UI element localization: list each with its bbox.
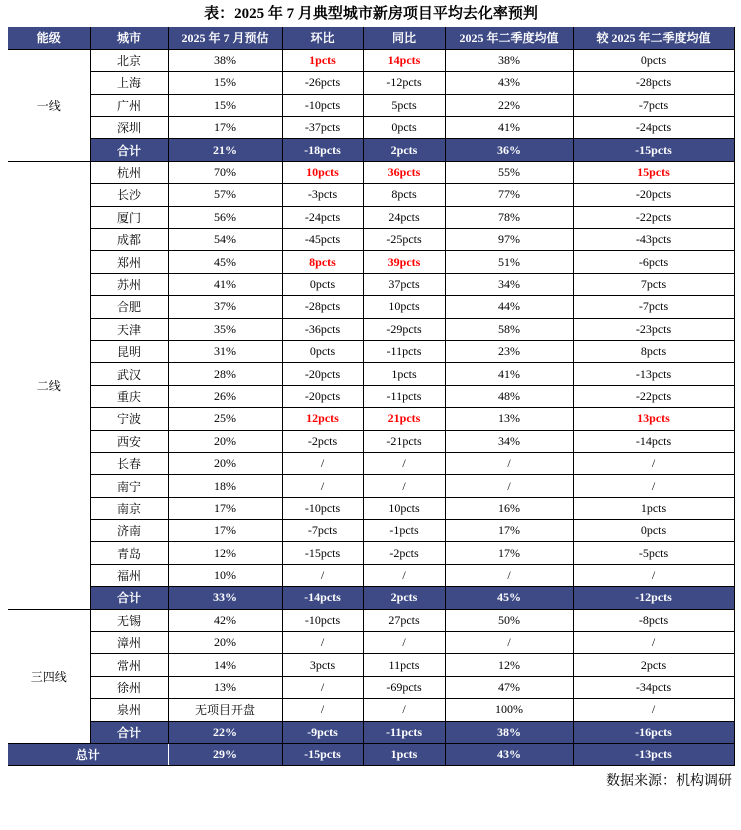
subtotal-row (8, 587, 734, 609)
city-row (8, 676, 734, 698)
value-cell: -13pcts (573, 363, 734, 385)
city-cell: 青岛 (90, 542, 168, 564)
city-cell: 漳州 (90, 632, 168, 654)
value-cell: 12pcts (282, 408, 363, 430)
header-cell-2: 2025 年 7 月预估 (168, 27, 282, 49)
header-cell-6: 较 2025 年二季度均值 (573, 27, 734, 49)
value-cell: 0pcts (282, 273, 363, 295)
value-cell: -10pcts (282, 497, 363, 519)
value-cell: 10pcts (282, 161, 363, 183)
city-row (8, 206, 734, 228)
value-cell: 58% (445, 318, 573, 340)
value-cell: -15pcts (282, 542, 363, 564)
value-cell: -5pcts (573, 542, 734, 564)
city-row (8, 117, 734, 139)
subtotal-row (8, 139, 734, 161)
value-cell: 5pcts (363, 94, 445, 116)
header-cell-5: 2025 年二季度均值 (445, 27, 573, 49)
value-cell: 0pcts (363, 117, 445, 139)
value-cell: / (445, 632, 573, 654)
value-cell: / (282, 452, 363, 474)
subtotal-value-cell: -9pcts (282, 721, 363, 743)
city-row (8, 520, 734, 542)
city-cell: 天津 (90, 318, 168, 340)
subtotal-value-cell: -15pcts (573, 139, 734, 161)
value-cell: 20% (168, 430, 282, 452)
value-cell: 17% (445, 542, 573, 564)
subtotal-value-cell: 33% (168, 587, 282, 609)
city-cell: 广州 (90, 94, 168, 116)
city-cell: 西安 (90, 430, 168, 452)
value-cell: -8pcts (573, 609, 734, 631)
value-cell: 18% (168, 475, 282, 497)
value-cell: 2pcts (573, 654, 734, 676)
value-cell: -11pcts (363, 385, 445, 407)
city-cell: 南宁 (90, 475, 168, 497)
value-cell: 41% (445, 363, 573, 385)
city-row (8, 654, 734, 676)
value-cell: 17% (168, 520, 282, 542)
value-cell: 47% (445, 676, 573, 698)
subtotal-label-cell: 合计 (90, 139, 168, 161)
value-cell: -7pcts (573, 296, 734, 318)
value-cell: / (282, 699, 363, 721)
value-cell: 13pcts (573, 408, 734, 430)
value-cell: 无项目开盘 (168, 699, 282, 721)
city-cell: 福州 (90, 564, 168, 586)
city-row (8, 318, 734, 340)
value-cell: 15pcts (573, 161, 734, 183)
value-cell: 14% (168, 654, 282, 676)
value-cell: 12% (445, 654, 573, 676)
value-cell: 11pcts (363, 654, 445, 676)
value-cell: 37pcts (363, 273, 445, 295)
city-cell: 杭州 (90, 161, 168, 183)
city-row (8, 251, 734, 273)
value-cell: -36pcts (282, 318, 363, 340)
tier-cell: 三四线 (8, 609, 90, 743)
value-cell: 77% (445, 184, 573, 206)
city-row (8, 699, 734, 721)
subtotal-row (8, 721, 734, 743)
value-cell: -2pcts (282, 430, 363, 452)
city-cell: 北京 (90, 49, 168, 71)
total-label-cell: 总计 (8, 744, 168, 766)
value-cell: -28pcts (573, 72, 734, 94)
city-cell: 深圳 (90, 117, 168, 139)
city-row (8, 542, 734, 564)
header-cell-3: 环比 (282, 27, 363, 49)
value-cell: 0pcts (573, 49, 734, 71)
city-cell: 长春 (90, 452, 168, 474)
city-row (8, 161, 734, 183)
value-cell: 41% (168, 273, 282, 295)
value-cell: 17% (445, 520, 573, 542)
value-cell: 20% (168, 632, 282, 654)
city-cell: 宁波 (90, 408, 168, 430)
value-cell: -20pcts (282, 385, 363, 407)
city-row (8, 94, 734, 116)
value-cell: / (573, 699, 734, 721)
value-cell: / (445, 564, 573, 586)
value-cell: 14pcts (363, 49, 445, 71)
value-cell: 13% (168, 676, 282, 698)
city-cell: 常州 (90, 654, 168, 676)
value-cell: 23% (445, 340, 573, 362)
value-cell: 56% (168, 206, 282, 228)
city-cell: 南京 (90, 497, 168, 519)
value-cell: -6pcts (573, 251, 734, 273)
value-cell: / (363, 699, 445, 721)
total-value-cell: 1pcts (363, 744, 445, 766)
value-cell: 38% (445, 49, 573, 71)
city-cell: 重庆 (90, 385, 168, 407)
city-row (8, 363, 734, 385)
total-value-cell: -13pcts (573, 744, 734, 766)
value-cell: 1pcts (282, 49, 363, 71)
value-cell: 0pcts (573, 520, 734, 542)
value-cell: -3pcts (282, 184, 363, 206)
city-row (8, 452, 734, 474)
value-cell: 57% (168, 184, 282, 206)
forecast-table (8, 27, 735, 766)
header-row (8, 27, 734, 49)
value-cell: 35% (168, 318, 282, 340)
total-row (8, 744, 734, 766)
data-source: 数据来源：机构调研 (606, 774, 732, 790)
city-row (8, 72, 734, 94)
value-cell: 51% (445, 251, 573, 273)
value-cell: / (445, 452, 573, 474)
tier-cell: 二线 (8, 161, 90, 609)
city-row (8, 564, 734, 586)
value-cell: -43pcts (573, 229, 734, 251)
value-cell: 22% (445, 94, 573, 116)
total-value-cell: 43% (445, 744, 573, 766)
value-cell: 16% (445, 497, 573, 519)
city-row (8, 229, 734, 251)
value-cell: 45% (168, 251, 282, 273)
value-cell: 70% (168, 161, 282, 183)
value-cell: / (282, 475, 363, 497)
value-cell: 12% (168, 542, 282, 564)
value-cell: -1pcts (363, 520, 445, 542)
subtotal-value-cell: 2pcts (363, 587, 445, 609)
value-cell: 8pcts (573, 340, 734, 362)
value-cell: -20pcts (282, 363, 363, 385)
value-cell: 20% (168, 452, 282, 474)
header-cell-0: 能级 (8, 27, 90, 49)
value-cell: / (282, 564, 363, 586)
value-cell: / (573, 632, 734, 654)
value-cell: 21pcts (363, 408, 445, 430)
value-cell: -26pcts (282, 72, 363, 94)
value-cell: / (445, 475, 573, 497)
value-cell: 55% (445, 161, 573, 183)
value-cell: 41% (445, 117, 573, 139)
city-cell: 济南 (90, 520, 168, 542)
value-cell: 10pcts (363, 497, 445, 519)
value-cell: 97% (445, 229, 573, 251)
city-row (8, 273, 734, 295)
city-row (8, 430, 734, 452)
city-cell: 合肥 (90, 296, 168, 318)
value-cell: 17% (168, 117, 282, 139)
subtotal-value-cell: 2pcts (363, 139, 445, 161)
city-cell: 厦门 (90, 206, 168, 228)
city-cell: 苏州 (90, 273, 168, 295)
subtotal-value-cell: 45% (445, 587, 573, 609)
value-cell: 54% (168, 229, 282, 251)
value-cell: -22pcts (573, 385, 734, 407)
value-cell: 31% (168, 340, 282, 362)
value-cell: -28pcts (282, 296, 363, 318)
value-cell: 34% (445, 273, 573, 295)
value-cell: / (363, 475, 445, 497)
value-cell: 48% (445, 385, 573, 407)
value-cell: 44% (445, 296, 573, 318)
value-cell: 36pcts (363, 161, 445, 183)
city-row (8, 408, 734, 430)
value-cell: 100% (445, 699, 573, 721)
value-cell: 24pcts (363, 206, 445, 228)
value-cell: -45pcts (282, 229, 363, 251)
value-cell: -7pcts (573, 94, 734, 116)
subtotal-value-cell: -11pcts (363, 721, 445, 743)
value-cell: 17% (168, 497, 282, 519)
value-cell: / (573, 452, 734, 474)
value-cell: -10pcts (282, 94, 363, 116)
city-row (8, 184, 734, 206)
city-row (8, 49, 734, 71)
value-cell: -11pcts (363, 340, 445, 362)
value-cell: -7pcts (282, 520, 363, 542)
city-cell: 长沙 (90, 184, 168, 206)
value-cell: -69pcts (363, 676, 445, 698)
city-cell: 成都 (90, 229, 168, 251)
city-row (8, 475, 734, 497)
subtotal-value-cell: 38% (445, 721, 573, 743)
value-cell: 37% (168, 296, 282, 318)
value-cell: 27pcts (363, 609, 445, 631)
value-cell: 13% (445, 408, 573, 430)
subtotal-label-cell: 合计 (90, 721, 168, 743)
value-cell: 1pcts (573, 497, 734, 519)
value-cell: -22pcts (573, 206, 734, 228)
value-cell: 43% (445, 72, 573, 94)
value-cell: / (573, 475, 734, 497)
city-cell: 昆明 (90, 340, 168, 362)
value-cell: -2pcts (363, 542, 445, 564)
value-cell: 78% (445, 206, 573, 228)
value-cell: 25% (168, 408, 282, 430)
total-value-cell: -15pcts (282, 744, 363, 766)
value-cell: -37pcts (282, 117, 363, 139)
city-row (8, 609, 734, 631)
value-cell: 42% (168, 609, 282, 631)
subtotal-label-cell: 合计 (90, 587, 168, 609)
value-cell: -25pcts (363, 229, 445, 251)
city-row (8, 296, 734, 318)
value-cell: 3pcts (282, 654, 363, 676)
header-cell-1: 城市 (90, 27, 168, 49)
value-cell: -20pcts (573, 184, 734, 206)
city-row (8, 497, 734, 519)
value-cell: 8pcts (363, 184, 445, 206)
value-cell: / (363, 564, 445, 586)
subtotal-value-cell: -14pcts (282, 587, 363, 609)
value-cell: -29pcts (363, 318, 445, 340)
value-cell: / (363, 632, 445, 654)
value-cell: 26% (168, 385, 282, 407)
city-row (8, 340, 734, 362)
city-cell: 徐州 (90, 676, 168, 698)
value-cell: -24pcts (282, 206, 363, 228)
city-row (8, 632, 734, 654)
value-cell: -14pcts (573, 430, 734, 452)
value-cell: 38% (168, 49, 282, 71)
value-cell: 8pcts (282, 251, 363, 273)
value-cell: / (282, 632, 363, 654)
city-cell: 武汉 (90, 363, 168, 385)
value-cell: -34pcts (573, 676, 734, 698)
value-cell: / (282, 676, 363, 698)
value-cell: / (363, 452, 445, 474)
value-cell: / (573, 564, 734, 586)
city-cell: 无锡 (90, 609, 168, 631)
value-cell: -23pcts (573, 318, 734, 340)
value-cell: 10pcts (363, 296, 445, 318)
subtotal-value-cell: -16pcts (573, 721, 734, 743)
value-cell: 0pcts (282, 340, 363, 362)
value-cell: 39pcts (363, 251, 445, 273)
subtotal-value-cell: 22% (168, 721, 282, 743)
value-cell: 1pcts (363, 363, 445, 385)
value-cell: 28% (168, 363, 282, 385)
city-cell: 上海 (90, 72, 168, 94)
subtotal-value-cell: 36% (445, 139, 573, 161)
city-cell: 泉州 (90, 699, 168, 721)
page-title: 表：2025 年 7 月典型城市新房项目平均去化率预判 (204, 6, 538, 22)
value-cell: 10% (168, 564, 282, 586)
tier-cell: 一线 (8, 49, 90, 161)
value-cell: -12pcts (363, 72, 445, 94)
subtotal-value-cell: -18pcts (282, 139, 363, 161)
value-cell: 34% (445, 430, 573, 452)
subtotal-value-cell: 21% (168, 139, 282, 161)
value-cell: -21pcts (363, 430, 445, 452)
city-cell: 郑州 (90, 251, 168, 273)
value-cell: 7pcts (573, 273, 734, 295)
value-cell: 15% (168, 94, 282, 116)
value-cell: -24pcts (573, 117, 734, 139)
value-cell: -10pcts (282, 609, 363, 631)
header-cell-4: 同比 (363, 27, 445, 49)
value-cell: 50% (445, 609, 573, 631)
total-value-cell: 29% (168, 744, 282, 766)
city-row (8, 385, 734, 407)
subtotal-value-cell: -12pcts (573, 587, 734, 609)
value-cell: 15% (168, 72, 282, 94)
